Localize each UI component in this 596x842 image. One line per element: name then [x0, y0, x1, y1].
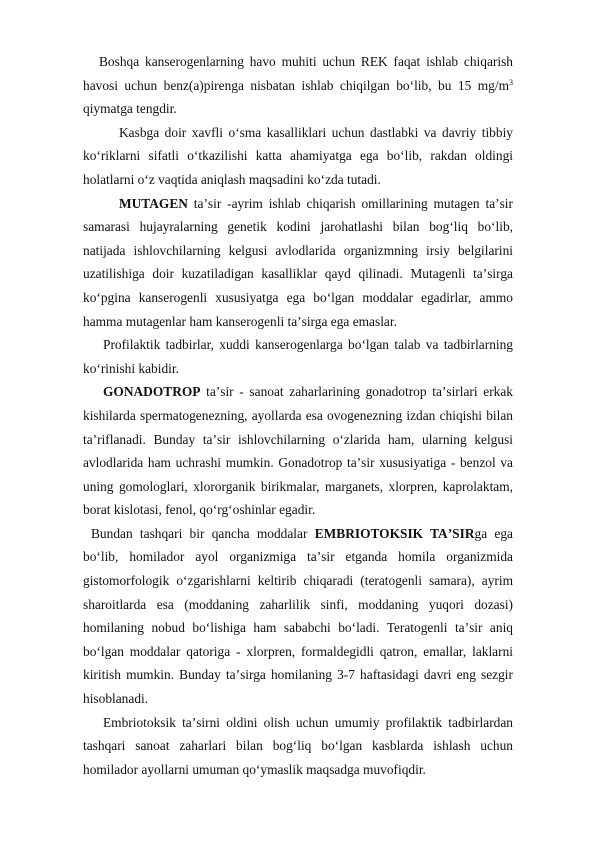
- rek-text-a: Boshqa kanserogenlarning havo muhiti uchun REK faqat ishlab chiqarish havosi uchun benz(a)pirenga nisbatan ishlab chiqilgan boʻlib, bu 15 mg/m: [83, 54, 513, 93]
- gonadotrop-term: GONADOTROP: [103, 384, 201, 400]
- cubic-superscript: 3: [509, 77, 513, 87]
- gonadotrop-text: taʼsir - sanoat zaharlarining gonadotrop taʼsirlari erkak kishilarda spermatogenezning, ayollarda esa ovogenezning izdan chiqishi bilan taʼriflanadi. Bunday taʼsir ishlovchilarning oʻzlarida ham, ularning kelgusi avlodlarida ham uchrashi mumkin. Gonadotrop taʼsir xususiyatiga - benzol va uning gomologlari, xlororganik birikmalar, marganets, xlorpren, kaprolaktam, borat kislotasi, fenol, qoʻrgʻoshinlar egadir.: [83, 384, 513, 518]
- body-text: [83, 50, 513, 781]
- rek-text-b: qiymatga tengdir.: [83, 101, 177, 117]
- paragraph-gonadotrop: [83, 380, 513, 522]
- paragraph-mutagen: [83, 192, 513, 334]
- paragraph-prophylaxis: Profilaktik tadbirlar, xuddi kanserogenlarga boʻlgan talab va tadbirlarning koʻrinishi kabidir.: [83, 337, 513, 376]
- embryotoxic-term: EMBRIOTOKSIK TAʼSIR: [314, 525, 475, 541]
- paragraph-embryotoxic: [83, 522, 513, 711]
- paragraph-rek-limit: [83, 50, 513, 121]
- embryotoxic-text-a: Bundan tashqari bir qancha moddalar: [91, 525, 315, 541]
- mutagen-text: taʼsir -ayrim ishlab chiqarish omillarining mutagen taʼsir samarasi hujayralarning genetik kodini jarohatlashi bilan bogʻliq boʻlib, natijada ishlovchilarning kelgusi avlodlarida organizmning irsiy belgilarini uzatilishiga doir kuzatiladigan kasalliklar qayd qilinadi. Mutagenli taʼsirga koʻpgina kanserogenli xususiyatga ega boʻlgan moddalar egadirlar, ammo hamma mutagenlar ham kanserogenli taʼsirga ega emaslar.: [83, 195, 513, 329]
- paragraph-medical-checkups: Kasbga doir xavfli oʻsma kasalliklari uchun dastlabki va davriy tibbiy koʻriklarni sifatli oʻtkazilishi katta ahamiyatga ega boʻlib, rakdan oldingi holatlarni oʻz vaqtida aniqlash maqsadini koʻzda tutadi.: [83, 124, 513, 187]
- embryotoxic-text-b: ga ega boʻlib, homilador ayol organizmiga taʼsir etganda homila organizmida gistomorfologik oʻzgarishlarni keltirib chiqaradi (teratogenli samara), ayrim sharoitlarda esa (moddaning zaharlilik sinfi, moddaning yuqori dozasi) homilaning nobud boʻlishiga ham sababchi boʻladi. Teratogenli taʼsir aniq boʻlgan moddalar qatoriga - xlorpren, formaldegidli qatron, emallar, laklarni kiritish mumkin. Bunday taʼsirga homilaning 3-7 haftasidagi davri eng sezgir hisoblanadi.: [83, 525, 513, 707]
- mutagen-term: MUTAGEN: [119, 195, 188, 211]
- paragraph-embryotoxic-prevention: Embriotoksik taʼsirni oldini olish uchun umumiy profilaktik tadbirlardan tashqari sanoat zaharlari bilan bogʻliq boʻlgan kasblarda ishlash uchun homilador ayollarni umuman qoʻymaslik maqsadga muvofiqdir.: [83, 714, 513, 777]
